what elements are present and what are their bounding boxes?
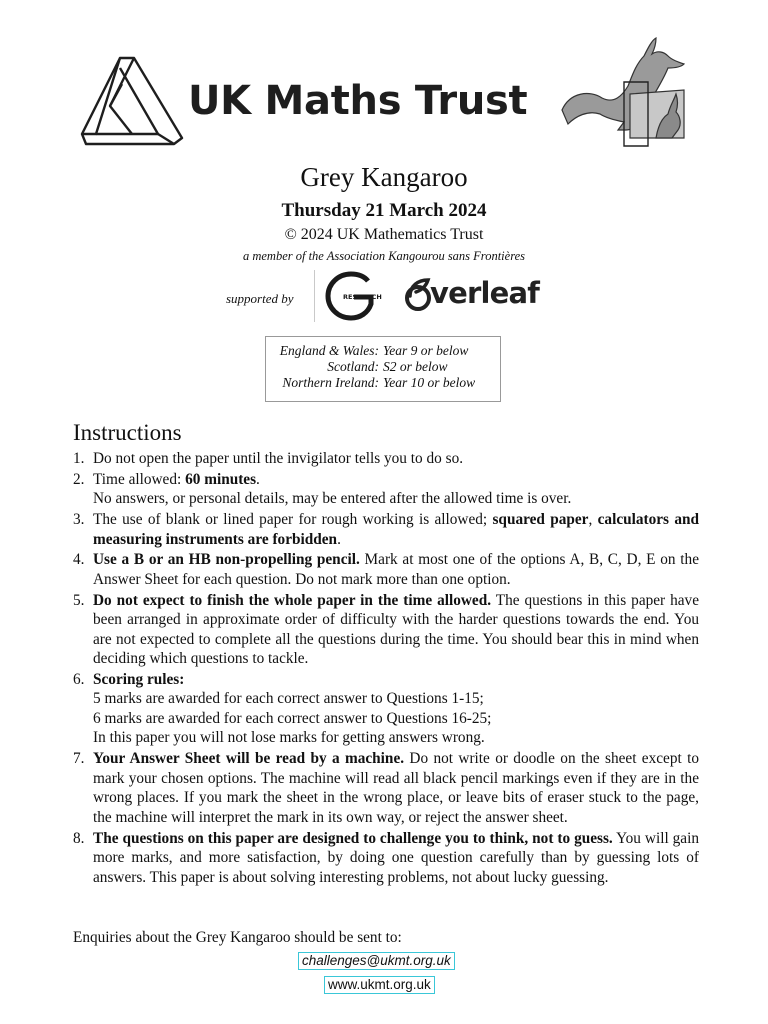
instructions-heading: Instructions [73, 420, 182, 445]
copyright-notice: © 2024 UK Mathematics Trust [284, 226, 484, 243]
instruction-number: 2. [73, 470, 85, 488]
eligibility-box [265, 336, 501, 402]
instruction-text [93, 449, 699, 469]
instruction-item [73, 670, 699, 748]
enquiries-text: Enquiries about the Grey Kangaroo should be sent to: [73, 929, 402, 946]
instruction-fragment: You will gain more marks, and more satisfaction, by doing one question carefully than by guessing lots of answers. This paper is about solving interesting problems, not about lucky guessing. [93, 829, 699, 886]
eligibility-row [266, 375, 500, 391]
instruction-item [73, 449, 699, 469]
instruction-number: 7. [73, 750, 85, 768]
eligibility-region: Scotland: [327, 359, 379, 374]
email-link[interactable]: challenges@ukmt.org.uk [298, 952, 455, 970]
instruction-fragment: , [588, 511, 598, 529]
instruction-fragment: The questions in this paper have been arranged in approximate order of difficulty with the harder questions towards the end. You are not expected to complete all the questions during the time. You should bear this in mind when deciding which questions to tackle. [93, 591, 699, 668]
instruction-emphasis: calculators and measuring instruments are forbidden [93, 511, 699, 548]
instruction-fragment: Do not write or doodle on the sheet except to mark your chosen options. The machine will read all black pencil markings even if they are in the wrong places. If you mark the sheet in the wrong place, or leave bits of eraser stuck to the page, the machine will interpret the mark in its own way, or reject the answer sheet. [93, 750, 699, 826]
instruction-fragment: Mark at most one of the options A, B, C, D, E on the Answer Sheet for each question. Do not mark more than one option. [93, 551, 699, 588]
instruction-text [93, 550, 699, 589]
instruction-fragment: 6 marks are awarded for each correct answer to Questions 16-25; [93, 709, 492, 727]
instruction-text [93, 591, 699, 669]
instruction-number: 5. [73, 591, 85, 609]
eligibility-region: Northern Ireland: [282, 375, 379, 390]
eligibility-row [266, 343, 500, 359]
instruction-text [93, 829, 699, 888]
g-research-wordmark: RESEARCH [343, 293, 382, 301]
instruction-item [73, 829, 699, 888]
eligibility-level: Year 10 or below [383, 375, 476, 390]
instruction-fragment: In this paper you will not lose marks for getting answers wrong. [93, 729, 485, 747]
instruction-number: 3. [73, 511, 85, 529]
instruction-fragment: Time allowed: [93, 470, 186, 488]
instruction-emphasis: 60 minutes [185, 470, 257, 488]
instruction-fragment: . [337, 530, 341, 548]
instruction-emphasis: Your Answer Sheet will be read by a machine. [93, 750, 405, 768]
instruction-item [73, 591, 699, 669]
eligibility-row [266, 359, 500, 375]
eligibility-region: England & Wales: [279, 343, 379, 358]
g-research-logo-icon [324, 271, 382, 321]
membership-note: a member of the Association Kangourou sans Frontières [242, 249, 526, 263]
ukmt-triangle-logo-icon [74, 52, 186, 146]
eligibility-level: S2 or below [383, 359, 448, 374]
instruction-fragment: The use of blank or lined paper for rough working is allowed; [93, 511, 493, 529]
instruction-fragment: No answers, or personal details, may be entered after the allowed time is over. [93, 490, 572, 508]
instruction-fragment: Do not open the paper until the invigilator tells you to do so. [93, 450, 464, 467]
eligibility-level: Year 9 or below [383, 343, 469, 358]
brand-name: UK Maths Trust [188, 78, 528, 124]
instruction-item [73, 470, 699, 509]
instruction-number: 8. [73, 829, 85, 847]
instruction-number: 4. [73, 551, 85, 569]
instruction-text [93, 670, 699, 748]
instruction-emphasis: Use a B or an HB non-propelling pencil. [93, 551, 360, 569]
overleaf-logo [404, 276, 544, 316]
instruction-fragment: . [256, 470, 260, 488]
paper-title: Grey Kangaroo [300, 162, 468, 192]
sponsor-divider [314, 270, 315, 322]
instruction-emphasis: squared paper [492, 511, 589, 529]
instruction-item [73, 749, 699, 827]
instruction-emphasis: Do not expect to finish the whole paper in the time allowed. [93, 591, 492, 609]
instruction-emphasis: The questions on this paper are designed to challenge you to think, not to guess. [93, 829, 613, 847]
instruction-fragment: 5 marks are awarded for each correct answer to Questions 1-15; [93, 690, 484, 708]
instruction-text [93, 470, 699, 509]
instruction-text [93, 749, 699, 827]
instruction-emphasis: Scoring rules: [93, 670, 185, 688]
website-link[interactable]: www.ukmt.org.uk [324, 976, 435, 994]
instructions-list [73, 449, 699, 887]
instruction-item [73, 550, 699, 589]
instruction-item [73, 510, 699, 549]
instruction-number: 6. [73, 670, 85, 688]
overleaf-wordmark: verleaf [430, 276, 540, 310]
instruction-text [93, 510, 699, 549]
paper-date: Thursday 21 March 2024 [281, 200, 487, 221]
kangaroo-logo-icon [560, 34, 694, 154]
instruction-number: 1. [73, 450, 85, 467]
supported-by-label: supported by [226, 291, 294, 306]
